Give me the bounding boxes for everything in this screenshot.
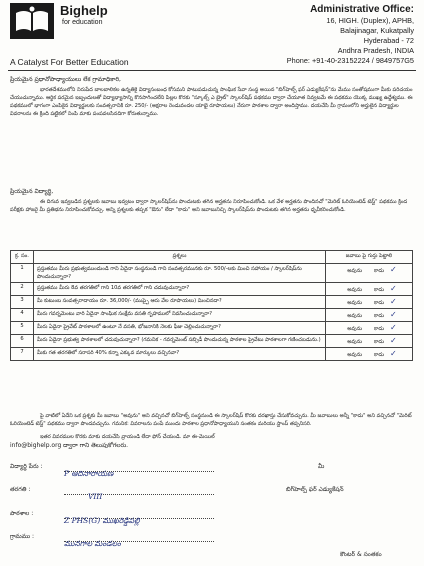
table-row [11,348,413,361]
no-option[interactable]: కాదు [374,268,385,274]
brand-subtitle: for education [62,19,103,26]
row-question: ప్రస్తుతము మీరు 8వ తరగతిలో గాని 10వ తరగతిలో గాని చదువుచున్నారా? [34,283,326,296]
tagline: A Catalyst For Better Education [10,57,129,67]
checkmark-icon: ✓ [390,265,397,274]
table-row [11,264,413,283]
answer-cell[interactable] [326,322,413,335]
checkmark-icon: ✓ [390,297,397,306]
student-name-field[interactable] [64,461,214,478]
no-option[interactable]: కాదు [374,339,385,345]
row-number: 2 [11,283,34,296]
row-question: మీరు గవర్నమెంటు వారి ఏదైనా సాంఘిక సంక్షేమ వసతి గృహములో నివసించుచున్నారా? [34,309,326,322]
address-line: Andhra Pradesh, INDIA [337,46,414,55]
yes-option[interactable]: అవును [347,339,363,345]
book-logo-icon [10,3,54,39]
instructions-paragraph: ఈ దిగువ ఇవ్వబడిన ప్రశ్నలకు జవాబు ఇవ్వటం ద్వారా స్కాలర్‌షిప్‌ను పొందుటకు తగిన అర్హతను నిరూపించుకోండి. ఒక వేళ అర్హతను పొందినచో "మెరిట్ ఓరియెంటెడ్ టెస్ట్" పథకము క్రింద పరీక్షకు హాజరై మీ ప్రతిభను నిరూపించుకోవచ్చు. అన్ని ప్రశ్నలకు తప్పక "ఔను" లేదా "కాదు" అని జవాబునిచ్చి స్కాలర్‌షిప్‌ను పొందుటకు తగిన అర్హతను ధృవీకరించుకోండి. [10,199,408,213]
brand-name: Bighelp [60,3,108,18]
section-heading: ప్రియమైన విద్యార్థి, [10,188,54,195]
table-row [11,309,413,322]
email-line: info@bighelp.org ద్వారా గాని తెలుపుకోగలరు. [10,442,129,449]
village-field[interactable] [64,531,214,548]
school-field[interactable] [64,508,214,525]
col-header-number: క్ర. సం. [11,251,34,264]
no-option[interactable]: కాదు [374,326,385,332]
closing-organization: బిగ్‌హెల్ప్ ఫర్ ఎడ్యుకేషన్ [286,486,344,493]
row-number: 3 [11,296,34,309]
signature-label: కౌంటర్ & సంతకం [340,551,382,558]
yes-option[interactable]: అవును [347,300,363,306]
answer-cell[interactable] [326,283,413,296]
table-row [11,322,413,335]
eligibility-table [10,250,413,361]
table-row [11,296,413,309]
village-value: మునగాల మండలం [64,539,121,548]
row-question: మీ కుటుంబ సంవత్సరాదాయం రూ. 36,000/- (ముప్పై ఆరు వేల రూపాయలు) మించినదా? [34,296,326,309]
closing-paragraph: పై వాటిలో ఏదేని ఒక ప్రశ్నకు మీ జవాబు "అవును" అని వచ్చినచో బిగ్‌హెల్ప్ సంస్థనుండి ఈ స్కాలర్‌షిప్ కొరకు దరఖాస్తు చేసుకోవచ్చును. మీ జవాబులు అన్నీ "కాదు" అని వచ్చినచో "మెరిట్ ఓరియెంటెడ్ టెస్ట్" పథకము ద్వారా పొందవచ్చును. గమనిక: వివరాలను పంపే ముందు పాఠశాల ప్రధానోపాధ్యాయుని సంతకం మరియు స్టాంప్ తప్పనిసరి. [10,413,412,427]
checkmark-icon: ✓ [390,349,397,358]
col-header-question: ప్రశ్నలు [34,251,326,264]
row-number: 5 [11,322,34,335]
student-name-label: విద్యార్థి పేరు : [10,463,43,470]
village-label: గ్రామము : [10,533,35,540]
row-question: మీరు ఏదైనా ప్రభుత్వ పాఠశాలలో చదువుచున్నారా? (గమనిక - గవర్నమెంట్ సబ్సిడీ పొందుచున్న పాఠశాల ప్రైవేటు పాఠశాలగా గణించబడును.) [34,335,326,348]
checkmark-icon: ✓ [390,323,397,332]
header-divider [8,70,416,71]
answer-cell[interactable] [326,335,413,348]
checkmark-icon: ✓ [390,310,397,319]
row-question: మీరు ఏదైనా ప్రైవేట్ పాఠశాలలో ఉంటూ నే వసతి, భోజనానికి నెలకు ఫీజు చెల్లించుచున్నారా? [34,322,326,335]
class-value: VIII [88,492,103,501]
contact-paragraph: ఇతర వివరముల కొరకు మాకు దయచేసి వ్రాయండి లేదా ఫోన్ చేయండి. మా ఈ-మెయిల్ [40,434,215,440]
row-number: 4 [11,309,34,322]
yes-option[interactable]: అవును [347,326,363,332]
table-row [11,335,413,348]
school-value: Z PHS(G) ముఖరెడ్డిపల్లి [64,516,140,525]
address-line: Balajinagar, Kukatpally [340,26,414,35]
address-line: 16, HIGH. (Duplex), APHB, [326,16,414,25]
answer-cell[interactable] [326,348,413,361]
office-title: Administrative Office: [310,4,414,15]
school-label: పాఠశాల : [10,510,34,517]
closing-you: మీ [318,463,325,470]
office-address [287,3,414,66]
row-question: మీకు గత తరగతిలో సరాసరి 40% కన్నా ఎక్కువ మార్కులు వచ్చినవా? [34,348,326,361]
no-option[interactable]: కాదు [374,352,385,358]
address-line: Hyderabad - 72 [363,36,414,45]
row-number: 1 [11,264,34,283]
yes-option[interactable]: అవును [347,352,363,358]
checkmark-icon: ✓ [390,284,397,293]
checkmark-icon: ✓ [390,336,397,345]
col-header-answer: జవాబు పై గుర్తు పెట్టాలి [326,251,413,264]
answer-cell[interactable] [326,296,413,309]
student-name-value: P ఆదినారాయణ [64,469,114,478]
intro-paragraph: భారతదేశములోని నిరుపేద బాలబాలికల ఉన్నతికై విద్యాసంబంధ కోసమని పాటుపడుచున్న సాంఘిక సేవా సంస్థ అయిన "బిగ్‌హెల్ప్ ఫర్ ఎడ్యుకేషన్"ను మేము సంతోషముగా మీకు పరిచయం చేయుచున్నాము. ఆర్థిక పరమైన ఇబ్బందులతో విద్యాభ్యాసాన్ని కొనసాగించలేని పిల్లల కొరకు "స్కూల్స్ ఎ బ్రైట్" స్కాలర్‌షిప్ పథకము ద్వారా చేయూత నివ్వటమే ఈ పథకము యొక్క ముఖ్య ఉద్దేశ్యము. ఈ పథకములో భాగంగా ఎంపికైన విద్యార్థులకు సంవత్సరానికి రూ. 250/- (అక్షరాల రెండువందల యాభై రూపాయలు) నేరుగా పాఠశాల ద్వారా అందిస్తాము. దయచేసి మీ గ్రామంలోని అర్హులైన విద్యార్థుల వివరాలను ఈ క్రింది పట్టికలో నింపి మాకు పంపవలసినదిగా కోరుతున్నాము. [10,87,413,117]
answer-cell[interactable] [326,309,413,322]
bighelp-logo [10,3,54,39]
table-header-row [11,251,413,264]
phone-number: Phone: +91-40-23152224 / 9849757G5 [286,56,414,65]
no-option[interactable]: కాదు [374,287,385,293]
table-row [11,283,413,296]
row-question: ప్రస్తుతము మీరు ప్రభుత్వముందుండి గాని ఏదైనా సంస్థనుండి గాని సంవత్సరమునకు రూ. 500/-లకు మించి సహాయం / స్కాలర్‌షిప్‌ను పొందుచున్నారా? [34,264,326,283]
class-label: తరగతి : [10,486,31,493]
yes-option[interactable]: అవును [347,268,363,274]
yes-option[interactable]: అవును [347,287,363,293]
no-option[interactable]: కాదు [374,313,385,319]
answer-cell[interactable] [326,264,413,283]
row-number: 6 [11,335,34,348]
no-option[interactable]: కాదు [374,300,385,306]
row-number: 7 [11,348,34,361]
yes-option[interactable]: అవును [347,313,363,319]
class-field[interactable] [64,484,214,501]
salutation: ప్రియమైన ప్రధానోపాధ్యాయులు లేక గ్రామాధికారి, [10,76,121,83]
